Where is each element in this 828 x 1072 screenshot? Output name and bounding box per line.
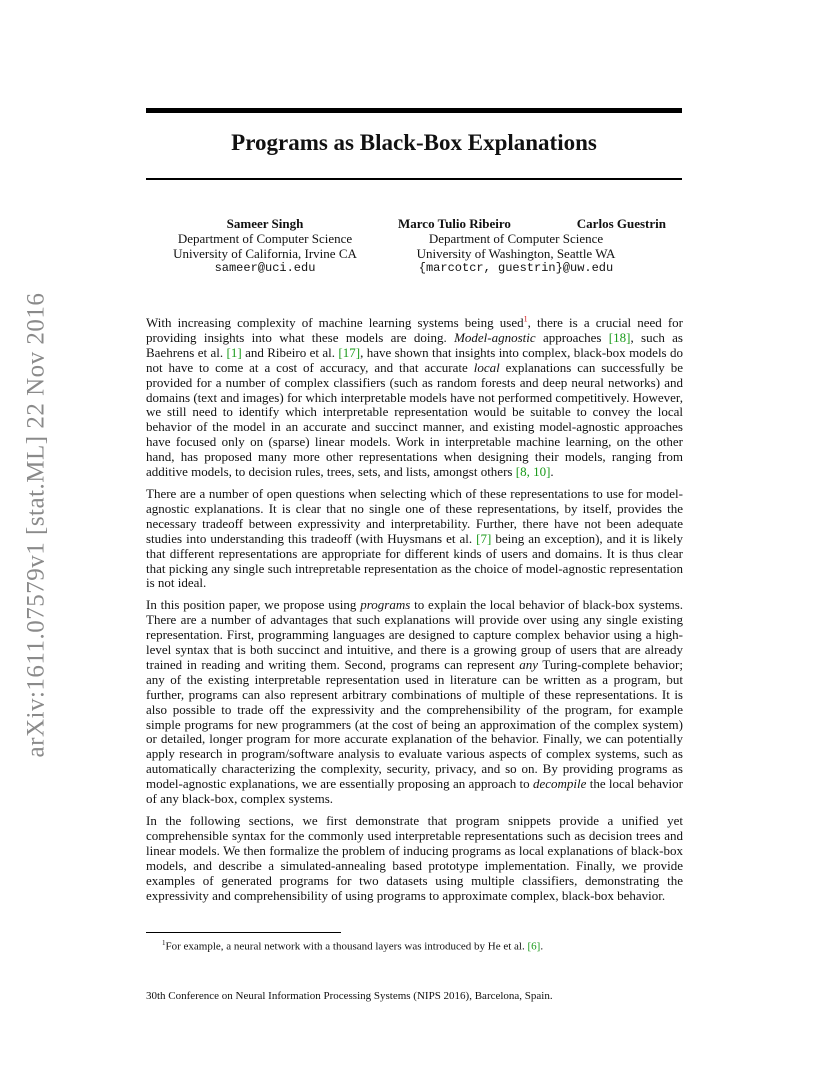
arxiv-identifier-text: arXiv:1611.07579v1 [stat.ML] 22 Nov 2016	[22, 292, 49, 758]
paper-title: Programs as Black-Box Explanations	[231, 130, 597, 155]
arxiv-identifier-stamp	[12, 270, 60, 780]
author-name-guestrin: Carlos Guestrin	[576, 216, 666, 231]
paper-body	[146, 316, 683, 910]
title-top-rule	[146, 108, 682, 113]
footnote-text: For example, a neural network with a thousand layers was introduced by He et al.	[165, 940, 528, 953]
text-run: the local behavior of any black-box, complex systems.	[146, 776, 683, 807]
text-run: to explain the local behavior of black-box systems. There are a number of advantages that such explanations will provide over using any single existing representation. First, programming languages are designed to capture complex behavior using a high-level syntax that is both succinct and intuitive, and there is a growing group of users that are already trained in reading and writing them. Second, programs can represent	[146, 597, 684, 672]
text-run: , such as Baehrens et al.	[146, 329, 683, 360]
paragraph-proposal	[146, 598, 683, 807]
emphasis: decompile	[532, 776, 587, 792]
text-run: .	[550, 464, 554, 480]
emphasis: local	[473, 359, 500, 375]
footnote-rule	[146, 932, 341, 933]
text-run: In the following sections, we first demonstrate that program snippets provide a unified yet comprehensible syntax for the commonly used interpretable representations such as decision trees and linear models. We then formalize the problem of inducing programs as local explanations of black-box models, and describe a simulated-annealing based prototype implementation. Finally, we provide examples of generated programs for two datasets using multiple classifiers, demonstrating the expressivity and comprehensibility of using programs to approximate complex, black-box behavior.	[146, 813, 683, 903]
conference-notice: 30th Conference on Neural Information Processing Systems (NIPS 2016), Barcelona, Spain.	[146, 990, 553, 1002]
author-block-guestrin	[560, 216, 666, 231]
citation-link[interactable]: [17]	[338, 344, 361, 360]
author-affiliation: University of Washington, Seattle WA	[416, 246, 616, 261]
citation-link[interactable]: [7]	[476, 530, 492, 546]
citation-link[interactable]: [1]	[226, 344, 242, 360]
text-run: being an exception), and it is likely that different representations are appropriate for different kinds of users and domains. It is thus clear that picking any single such intrepretable representation as the choice of model-agnostic representation is not ideal.	[146, 530, 683, 591]
paragraph-intro	[146, 316, 683, 480]
citation-link[interactable]: [8, 10]	[515, 464, 551, 480]
text-run: With increasing complexity of machine learning systems being used	[146, 315, 524, 330]
citation-link[interactable]: [18]	[608, 329, 631, 345]
author-email: {marcotcr, guestrin}@uw.edu	[418, 261, 614, 275]
author-department: Department of Computer Science	[428, 231, 604, 246]
citation-link[interactable]: [6]	[527, 940, 541, 953]
author-name-ribeiro-text: Marco Tulio Ribeiro	[398, 216, 511, 231]
footnote-reference[interactable]: 1	[523, 314, 528, 324]
text-run: explanations can successfully be provided for a number of complex classifiers (such as random forests and deep neural networks) and domains (text and images) for which interpretable models have not performed competitively. However, we still need to identify which interpretable representation would be suitable to convey the local behavior of the model in an accurate and succinct manner, and existing model-agnostic approaches have focused only on (sparse) linear models. Work in interpretable machine learning, on the other hand, has proposed many more other representations when designing their models, ranging from additive models, to decision rules, trees, sets, and lists, amongst others	[146, 359, 683, 480]
emphasis: any	[519, 656, 538, 672]
author-name: Sameer Singh	[226, 216, 304, 231]
footnote-text: .	[540, 940, 544, 953]
text-run: In this position paper, we propose using	[146, 597, 361, 613]
title-bottom-rule	[146, 178, 682, 180]
author-email: sameer@uci.edu	[214, 261, 316, 275]
text-run: , there is a crucial need for providing insights into what these models are doing.	[146, 315, 683, 345]
emphasis: Model-agnostic	[454, 329, 536, 345]
text-run: Turing-complete behavior; any of the existing interpretable representation used in literature can be written as a program, but further, programs can also represent arbitrary combinations of multiple of these representations. It is also possible to trade off the expressivity and the comprehensibility of the program, for example simple programs for new programmers (at the cost of being an approximation of the complex system) or detailed, longer program for more accurate explanation of the behavior. Finally, we can potentially apply research in program/software analysis to evaluate various aspects of complex systems, such as automatically characterizing the complexity, security, privacy, and so on. By providing programs as model-agnostic explanations, we are essentially proposing an approach to	[146, 656, 683, 792]
footnote-mark: 1	[162, 939, 166, 947]
author-department: Department of Computer Science	[177, 231, 353, 246]
text-run: There are a number of open questions when selecting which of these representations to use for model-agnostic explanations. It is clear that no single one of these representations, by itself, provides the necessary tradeoff between expressivity and interpretability. Further, there have not been adequate studies into understanding this tradeoff (with Huysmans et al.	[146, 485, 683, 546]
paragraph-open-questions	[146, 487, 683, 591]
author-affiliation: University of California, Irvine CA	[173, 246, 357, 261]
text-run: approaches	[535, 329, 609, 345]
emphasis: programs	[360, 597, 411, 613]
footnote	[146, 936, 683, 954]
text-run: and Ribeiro et al.	[241, 344, 339, 360]
author-block-singh	[148, 216, 382, 276]
paragraph-outline	[146, 814, 683, 903]
text-run: , have shown that insights into complex, black-box models do not have to come at a cost of accuracy, and that accurate	[146, 344, 683, 375]
